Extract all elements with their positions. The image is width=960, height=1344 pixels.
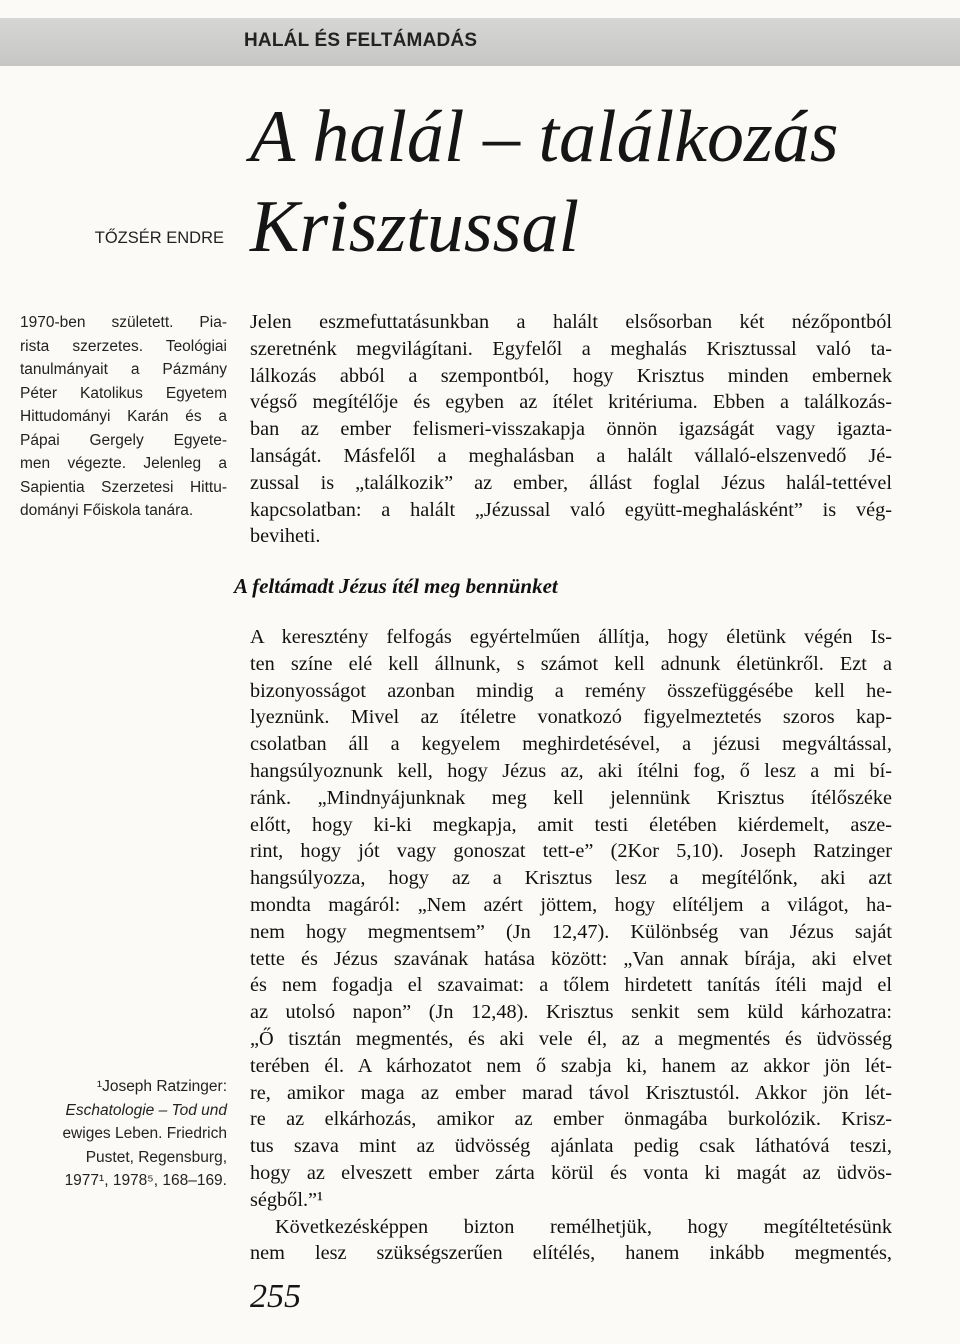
text-line: hogy az elveszett ember zárta körül és vonta ki magát az üdvös-: [250, 1161, 892, 1184]
text-line: re, amikor maga az ember marad távol Krisztustól. Akkor jön lét-: [250, 1081, 892, 1104]
bio-line: tanulmányait a Pázmány: [20, 361, 227, 378]
footnote-line: Pustet, Regensburg,: [85, 1148, 227, 1166]
text-line: terében él. A kárhozatot nem ő szabja ki, hanem az akkor jön lét-: [250, 1054, 892, 1077]
text-line: lanságát. Másfelől a meghalásban a halált vállaló-elszenvedő Jé-: [250, 444, 892, 467]
text-line: előtt, hogy ki-ki megkapja, amit testi életében kiérdemelt, asze-: [250, 813, 892, 836]
text-line: re az elkárhozás, amikor az ember önmagába burkolózik. Krisz-: [250, 1108, 892, 1131]
main-text: [250, 624, 892, 1267]
text-line: nem hogy megmentsem” (Jn 12,47). Különbség van Jézus saját: [250, 920, 892, 943]
running-header-band: [0, 18, 960, 66]
bio-line: Sapientia Szerzetesi Hittu-: [20, 478, 227, 496]
author-bio: [20, 311, 227, 523]
text-line: nem lesz szükségszerűen elítélés, hanem inkább megmentés,: [250, 1242, 892, 1265]
text-line: az utolsó napon” (Jn 12,48). Krisztus senkit sem küld kárhozatra:: [250, 1001, 892, 1024]
text-line: hangsúlyoznunk kell, hogy Jézus az, aki ítélni fog, ő lesz a mi bí-: [250, 759, 892, 782]
text-line: tus szava mint az üdvösség ajánlata pedig csak láthatóvá teszi,: [250, 1135, 892, 1158]
text-line: mondta magáról: „Nem azért jöttem, hogy elítéljem a világot, ha-: [250, 893, 892, 916]
text-line: hangsúlyozza, hogy az a Krisztus lesz a megítélőnk, aki azt: [250, 867, 892, 890]
text-line: zussal is „találkozik” az ember, állást foglal Jézus halál-tettével: [250, 471, 892, 494]
text-line: Következésképpen bizton remélhetjük, hogy megítéltetésünk: [275, 1215, 892, 1238]
section-heading: A feltámadt Jézus ítél meg bennünket: [234, 574, 558, 598]
bio-line: Péter Katolikus Egyetem: [20, 384, 227, 402]
footnote-line: 1977¹, 1978⁵, 168–169.: [64, 1172, 227, 1189]
bio-line: 1970-ben született. Pia-: [20, 314, 227, 331]
footnote: [20, 1075, 227, 1193]
bio-line: Hittudományi Karán és a: [20, 408, 227, 425]
text-line: és nem fogadja el szavaimat: a tőlem hirdetett tanítás ítéli majd el: [250, 974, 892, 997]
text-line: A keresztény felfogás egyértelműen állítja, hogy életünk végén Is-: [250, 626, 892, 648]
text-line: lálkozás abból a szempontból, hogy Krisztus minden embernek: [250, 364, 892, 387]
text-line: végső megítélője és egyben az ítélet kritériuma. Ebben a találkozás-: [250, 391, 892, 414]
text-line: „Ő tisztán megmentés, és aki vele él, az a megmentés és üdvösség: [250, 1027, 892, 1050]
text-line: ránk. „Mindnyájunknak meg kell jelennünk Krisztus ítélőszéke: [250, 786, 892, 809]
bio-line: Pápai Gergely Egyete-: [20, 431, 227, 449]
text-line: lyeznünk. Mivel az ítéletre vonatkozó figyelmeztetés szoros kap-: [250, 706, 892, 729]
bio-line: men végezte. Jelenleg a: [20, 455, 227, 472]
text-line: csolatban áll a kegyelem meghirdetésével, a jézusi megváltással,: [250, 733, 892, 756]
footnote-line: Eschatologie – Tod und: [65, 1101, 227, 1119]
text-line: ségből.”¹: [250, 1188, 324, 1211]
author-name: TŐZSÉR ENDRE: [94, 229, 224, 247]
article-title-line-1: A halál – találkozás: [250, 96, 839, 178]
bio-line: dományi Főiskola tanára.: [20, 502, 194, 519]
intro-paragraph: [250, 309, 892, 550]
text-line: tette és Jézus szavának hatása között: „Van annak bírája, aki elvet: [250, 947, 892, 970]
bio-line: rista szerzetes. Teológiai: [20, 337, 227, 355]
text-line: ban az ember felismeri-visszakapja önnön igazságát vagy igazta-: [250, 418, 892, 441]
article-title-line-2: Krisztussal: [250, 186, 580, 268]
page-number: 255: [250, 1278, 301, 1315]
text-line: ten színe elé kell állnunk, s számot kell adnunk életünkről. Ezt a: [250, 652, 892, 675]
section-label: HALÁL ÉS FELTÁMADÁS: [244, 30, 478, 51]
text-line: bizonyosságot azonban mindig a remény összefüggésébe kell he-: [250, 679, 892, 702]
text-line: rint, hogy jót vagy gonoszat tett-e” (2Kor 5,10). Joseph Ratzinger: [250, 840, 892, 863]
text-line: Jelen eszmefuttatásunkban a halált elsősorban két nézőpontból: [250, 311, 892, 333]
footnote-line: ewiges Leben. Friedrich: [62, 1125, 227, 1142]
footnote-line: ¹Joseph Ratzinger:: [96, 1078, 227, 1095]
text-line: beviheti.: [250, 525, 321, 548]
text-line: szeretnénk megvilágítani. Egyfelől a meghalás Krisztussal való ta-: [250, 337, 892, 360]
text-line: kapcsolatban: a halált „Jézussal való együtt-meghalásként” is vég-: [250, 498, 892, 521]
